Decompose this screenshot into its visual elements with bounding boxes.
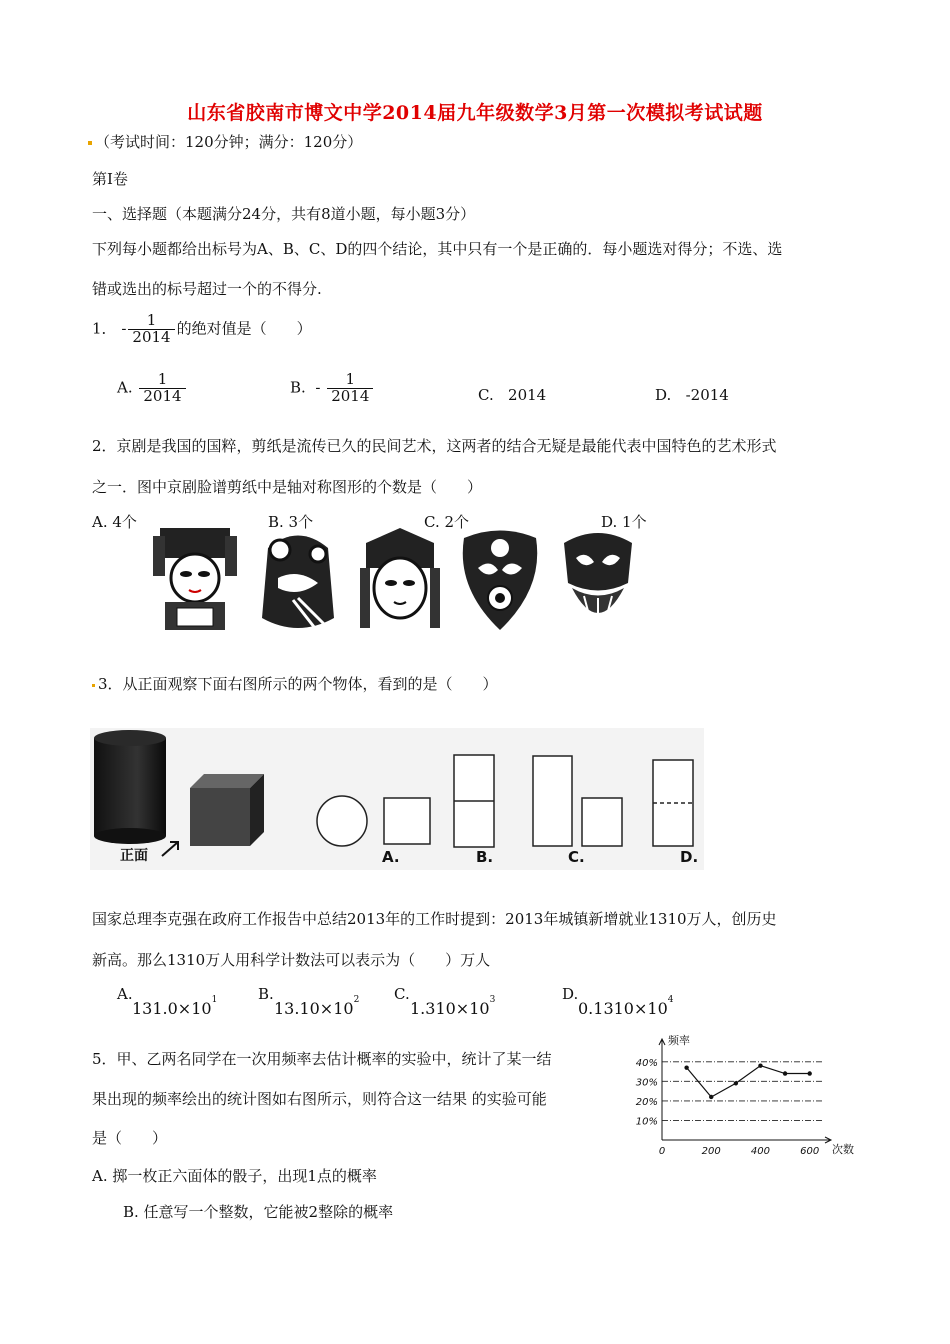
opera-mask-2 (262, 536, 334, 633)
option-d-shape (653, 760, 693, 846)
q4-option-b-label[interactable]: B. (258, 985, 274, 1003)
option-d-label[interactable]: D. (680, 848, 699, 866)
q1-frac-num: 1 (128, 313, 174, 330)
option-a-label[interactable]: A. (382, 848, 400, 866)
q1-a-num: 1 (139, 372, 185, 389)
q1-option-a-fraction (139, 372, 185, 405)
q1-option-b[interactable] (290, 372, 375, 405)
q1-option-b-label: B. (290, 378, 306, 397)
data-point (807, 1071, 811, 1075)
q5-line3: 是（ ） (92, 1129, 168, 1147)
q1-fraction (128, 313, 174, 346)
q1-b-num: 1 (327, 372, 373, 389)
q1-number: 1． (92, 319, 117, 338)
q5-option-b[interactable]: B. 任意写一个整数，它能被2整除的概率 (123, 1203, 394, 1221)
q5-line1: 5．甲、乙两名同学在一次用频率去估计概率的实验中，统计了某一结 (92, 1050, 552, 1068)
x-tick-label: 0 (658, 1146, 666, 1157)
q1-option-d[interactable] (655, 386, 729, 404)
option-b-label[interactable]: B. (476, 848, 494, 866)
opera-mask-3 (360, 528, 440, 628)
q1-suffix: 的绝对值是（ ） (176, 319, 312, 338)
q1-b-den: 2014 (331, 386, 370, 405)
q1-option-c-label: C. (478, 386, 494, 404)
option-a-shape (317, 796, 430, 846)
opera-mask-4 (463, 531, 537, 631)
q4-line2: 新高。那么1310万人用科学计数法可以表示为（ ）万人 (92, 951, 491, 969)
section-heading: 一、选择题（本题满分24分，共有8道小题，每小题3分） (92, 205, 476, 223)
q2-option-c[interactable]: C. 2个 (424, 513, 470, 531)
data-point (783, 1071, 787, 1075)
opera-mask-1 (153, 528, 237, 630)
question-1 (92, 313, 312, 346)
option-b-shape (454, 755, 494, 847)
q4-option-b[interactable] (274, 995, 360, 1018)
exam-info-text: （考试时间：120分钟；满分：120分） (95, 133, 363, 151)
q4-option-d-label[interactable]: D. (562, 985, 579, 1003)
front-label: 正面 (120, 848, 148, 864)
option-c-shape (533, 756, 622, 846)
q2-option-d[interactable]: D. 1个 (601, 513, 647, 531)
x-tick-label: 200 (701, 1146, 721, 1157)
y-tick-label: 20% (635, 1096, 658, 1108)
q3-text-content: 3．从正面观察下面右图所示的两个物体，看到的是（ ） (98, 675, 498, 693)
section-intro-line2: 错或选出的标号超过一个的不得分. (92, 280, 322, 298)
q1-option-c[interactable] (478, 386, 546, 404)
front-arrow-icon (162, 842, 178, 856)
q1-frac-den: 2014 (132, 327, 171, 346)
q4-c-exp: 3 (489, 995, 496, 1005)
data-point (709, 1095, 713, 1099)
q1-option-a[interactable] (117, 372, 188, 405)
q4-option-c[interactable] (410, 995, 496, 1018)
option-c-label[interactable]: C. (568, 848, 585, 866)
q3-text (92, 673, 498, 694)
q3-figure (90, 728, 704, 870)
cylinder-object (94, 730, 166, 844)
q1-option-a-label: A. (117, 378, 133, 397)
page-title: 山东省胶南市博文中学2014届九年级数学3月第一次模拟考试试题 (187, 102, 763, 124)
opera-masks-figure (150, 528, 650, 638)
q4-d-exp: 4 (667, 995, 674, 1005)
q3-figure-svg (90, 728, 704, 870)
q4-a-exp: 1 (211, 995, 218, 1005)
exam-info (88, 131, 362, 152)
x-tick-label: 400 (750, 1146, 771, 1157)
q1-option-d-text: -2014 (685, 386, 729, 404)
x-axis-label: 次数 (832, 1143, 854, 1156)
data-point (734, 1081, 738, 1085)
q4-option-a[interactable] (132, 995, 218, 1018)
y-tick-label: 40% (635, 1057, 658, 1069)
chart-gridlines (662, 1062, 822, 1121)
section-intro-line1: 下列每小题都给出标号为A、B、C、D的四个结论，其中只有一个是正确的．每小题选对得分；不选、选 (92, 240, 783, 258)
q2-option-b[interactable]: B. 3个 (268, 513, 314, 531)
q5-line2: 果出现的频率绘出的统计图如右图所示，则符合这一结果 的实验可能 (92, 1090, 547, 1108)
q1-option-c-text: 2014 (508, 386, 547, 404)
q1-option-b-neg: - (315, 378, 321, 397)
volume-label: 第I卷 (92, 170, 128, 188)
q4-line1: 国家总理李克强在政府工作报告中总结2013年的工作时提到：2013年城镇新增就业1310万人，创历史 (92, 910, 777, 928)
q5-option-a[interactable]: A. 掷一枚正六面体的骰子，出现1点的概率 (92, 1167, 377, 1185)
q2-line1: 2．京剧是我国的国粹，剪纸是流传已久的民间艺术，这两者的结合无疑是最能代表中国特色的艺术形式 (92, 437, 777, 455)
q4-option-a-label[interactable]: A. (117, 985, 133, 1003)
q4-option-c-label[interactable]: C. (394, 985, 410, 1003)
q1-option-d-label: D. (655, 386, 672, 404)
q1-a-den: 2014 (143, 386, 182, 405)
chart-tick-labels (636, 1058, 819, 1157)
q2-line2: 之一．图中京剧脸谱剪纸中是轴对称图形的个数是（ ） (92, 478, 483, 496)
marker-dot (92, 684, 95, 687)
x-tick-label: 600 (800, 1146, 820, 1157)
opera-mask-5 (564, 533, 632, 630)
q4-b-base: 13.10×10 (274, 999, 354, 1018)
y-axis-label: 频率 (668, 1034, 690, 1047)
q4-b-exp: 2 (353, 995, 360, 1005)
q4-option-d[interactable] (578, 995, 674, 1018)
q1-option-b-fraction (327, 372, 373, 405)
q1-negative-sign: - (121, 319, 127, 338)
marker-dot (88, 141, 92, 145)
q4-a-base: 131.0×10 (132, 999, 212, 1018)
cube-object (190, 774, 264, 846)
q4-d-base: 0.1310×10 (578, 999, 668, 1018)
y-tick-label: 30% (635, 1077, 658, 1089)
data-point (684, 1065, 688, 1069)
y-tick-label: 10% (635, 1116, 658, 1128)
q4-c-base: 1.310×10 (410, 999, 490, 1018)
chart-axes (659, 1033, 854, 1156)
data-point (758, 1063, 762, 1067)
q2-option-a[interactable]: A. 4个 (92, 513, 137, 531)
frequency-line-chart (620, 1032, 854, 1162)
